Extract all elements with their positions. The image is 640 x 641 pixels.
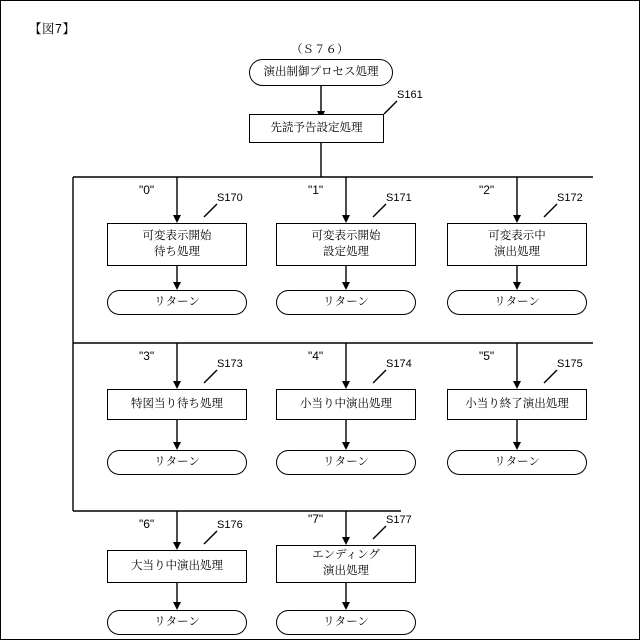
- case-label-3: "3": [139, 349, 155, 363]
- return-node-s177: リターン: [276, 610, 416, 635]
- process-node-s173: 特図当り待ち処理: [107, 389, 247, 420]
- return-node-s170: リターン: [107, 290, 247, 315]
- process-node-s161: 先読予告設定処理: [249, 114, 384, 143]
- return-node-s171: リターン: [276, 290, 416, 315]
- step-tag-s174: S174: [386, 358, 412, 370]
- process-node-s176: 大当り中演出処理: [107, 550, 247, 583]
- process-node-s172: 可変表示中 演出処理: [447, 223, 587, 266]
- start-node: 演出制御プロセス処理: [249, 59, 393, 86]
- case-label-5: "5": [479, 349, 495, 363]
- step-tag-s177: S177: [386, 514, 412, 526]
- process-node-s177: エンディング 演出処理: [276, 545, 416, 583]
- process-node-s171: 可変表示開始 設定処理: [276, 223, 416, 266]
- case-label-1: "1": [308, 183, 324, 197]
- return-node-s174: リターン: [276, 450, 416, 475]
- step-tag-s170: S170: [217, 192, 243, 204]
- case-label-7: "7": [308, 512, 324, 526]
- step-tag-s172: S172: [557, 192, 583, 204]
- case-label-0: "0": [139, 183, 155, 197]
- return-node-s173: リターン: [107, 450, 247, 475]
- return-node-s175: リターン: [447, 450, 587, 475]
- process-node-s170: 可変表示開始 待ち処理: [107, 223, 247, 266]
- top-call-label: （Ｓ７６）: [291, 44, 349, 56]
- process-node-s175: 小当り終了演出処理: [447, 389, 587, 420]
- step-tag-s175: S175: [557, 358, 583, 370]
- step-tag-s171: S171: [386, 192, 412, 204]
- case-label-4: "4": [308, 349, 324, 363]
- case-label-2: "2": [479, 183, 495, 197]
- step-tag-s161: S161: [397, 89, 423, 101]
- step-tag-s173: S173: [217, 358, 243, 370]
- figure-label: 【図7】: [29, 22, 76, 36]
- return-node-s172: リターン: [447, 290, 587, 315]
- process-node-s174: 小当り中演出処理: [276, 389, 416, 420]
- case-label-6: "6": [139, 517, 155, 531]
- return-node-s176: リターン: [107, 610, 247, 635]
- step-tag-s176: S176: [217, 519, 243, 531]
